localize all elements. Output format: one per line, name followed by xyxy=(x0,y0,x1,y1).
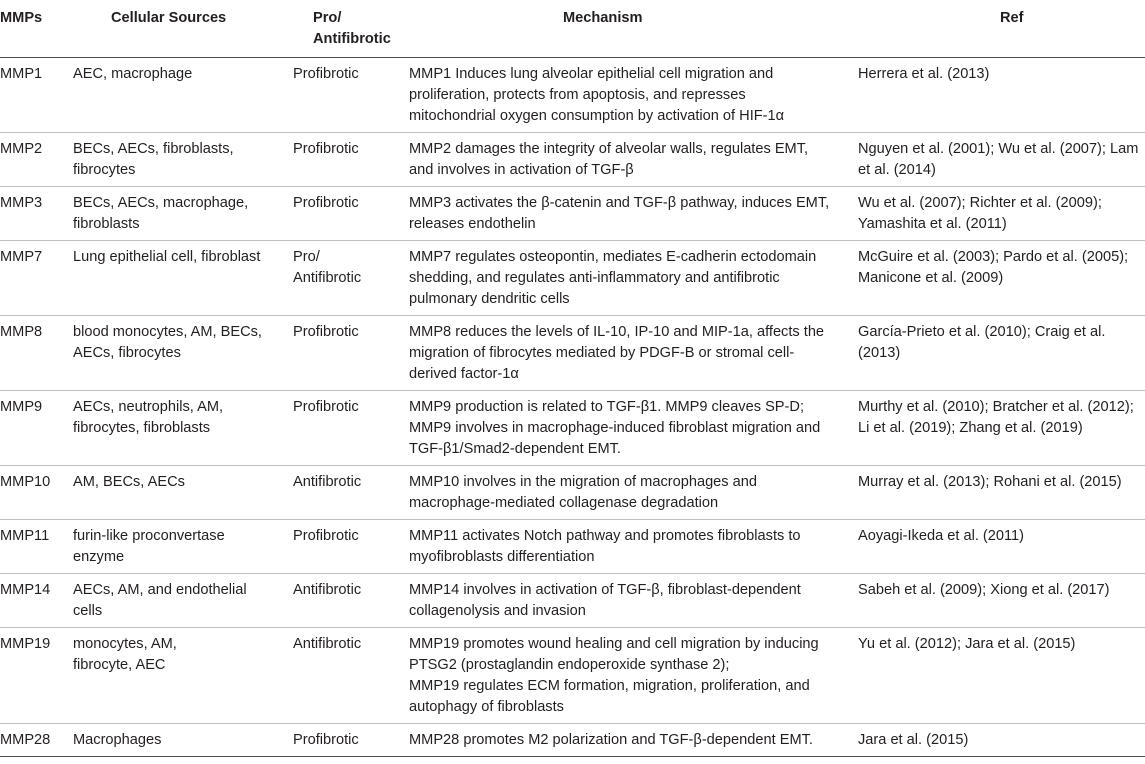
cell-cellular-sources xyxy=(73,627,293,723)
cell-mechanism-text: MMP19 promotes wound healing and cell migration by inducing PTSG2 (prostaglandin endoperoxide synthase 2); MMP19 regulates ECM formation, migration, proliferation, and autophagy of fibroblasts xyxy=(409,635,819,715)
cell-pro-antifibrotic xyxy=(293,240,409,315)
cell-ref xyxy=(858,315,1145,390)
cell-cellular-sources-text: AEC, macrophage xyxy=(73,65,193,82)
cell-mmp-text: MMP10 xyxy=(0,473,51,490)
cell-mmp-text: MMP14 xyxy=(0,581,51,598)
cell-ref-text: Jara et al. (2015) xyxy=(858,731,969,748)
cell-mmp-text: MMP9 xyxy=(0,398,43,415)
cell-mmp-text: MMP3 xyxy=(0,194,43,211)
cell-cellular-sources xyxy=(73,519,293,573)
table-row xyxy=(0,627,1145,723)
cell-mechanism-text: MMP3 activates the β-catenin and TGF-β pathway, induces EMT, releases endothelin xyxy=(409,194,830,232)
table-row xyxy=(0,57,1145,132)
cell-cellular-sources-text: furin-like proconvertase enzyme xyxy=(73,527,225,565)
cell-cellular-sources xyxy=(73,186,293,240)
cell-cellular-sources xyxy=(73,390,293,465)
cell-mmp-text: MMP28 xyxy=(0,731,51,748)
table-row xyxy=(0,519,1145,573)
cell-pro-antifibrotic-text: Profibrotic xyxy=(293,65,359,82)
cell-mmp xyxy=(0,627,73,723)
cell-cellular-sources xyxy=(73,240,293,315)
cell-pro-antifibrotic xyxy=(293,465,409,519)
cell-ref xyxy=(858,132,1145,186)
cell-pro-antifibrotic-text: Profibrotic xyxy=(293,194,359,211)
header-row xyxy=(0,0,1145,57)
cell-mechanism-text: MMP2 damages the integrity of alveolar walls, regulates EMT, and involves in activation of TGF-β xyxy=(409,140,809,178)
cell-pro-antifibrotic xyxy=(293,132,409,186)
cell-ref-text: Yu et al. (2012); Jara et al. (2015) xyxy=(858,635,1076,652)
cell-pro-antifibrotic xyxy=(293,519,409,573)
cell-ref-text: Nguyen et al. (2001); Wu et al. (2007); Lam et al. (2014) xyxy=(858,140,1139,178)
cell-cellular-sources-text: blood monocytes, AM, BECs, AECs, fibrocytes xyxy=(73,323,262,361)
cell-pro-antifibrotic xyxy=(293,390,409,465)
cell-mmp-text: MMP19 xyxy=(0,635,51,652)
cell-pro-antifibrotic xyxy=(293,627,409,723)
cell-mmp-text: MMP1 xyxy=(0,65,43,82)
cell-cellular-sources xyxy=(73,723,293,756)
table-row xyxy=(0,186,1145,240)
cell-mechanism xyxy=(409,519,858,573)
cell-cellular-sources-text: AM, BECs, AECs xyxy=(73,473,185,490)
table-row xyxy=(0,315,1145,390)
cell-pro-antifibrotic xyxy=(293,573,409,627)
cell-ref xyxy=(858,186,1145,240)
cell-mechanism-text: MMP11 activates Notch pathway and promotes fibroblasts to myofibroblasts differentiation xyxy=(409,527,801,565)
cell-mechanism xyxy=(409,390,858,465)
cell-ref xyxy=(858,240,1145,315)
table-row xyxy=(0,240,1145,315)
cell-pro-antifibrotic-text: Antifibrotic xyxy=(293,635,362,652)
cell-ref xyxy=(858,390,1145,465)
cell-mechanism-text: MMP8 reduces the levels of IL-10, IP-10 and MIP-1a, affects the migration of fibrocytes mediated by PDGF-B or stromal cell- derived factor-1α xyxy=(409,323,825,382)
cell-mechanism-text: MMP14 involves in activation of TGF-β, fibroblast-dependent collagenolysis and invasion xyxy=(409,581,801,619)
cell-cellular-sources-text: Lung epithelial cell, fibroblast xyxy=(73,248,261,265)
cell-mechanism-text: MMP28 promotes M2 polarization and TGF-β-dependent EMT. xyxy=(409,731,813,748)
cell-cellular-sources-text: BECs, AECs, macrophage, fibroblasts xyxy=(73,194,249,232)
cell-mechanism-text: MMP7 regulates osteopontin, mediates E-cadherin ectodomain shedding, and regulates anti-inflammatory and antifibrotic pulmonary dendritic cells xyxy=(409,248,817,307)
cell-ref-text: García-Prieto et al. (2010); Craig et al. (2013) xyxy=(858,323,1106,361)
cell-ref xyxy=(858,465,1145,519)
cell-mechanism-text: MMP9 production is related to TGF-β1. MMP9 cleaves SP-D; MMP9 involves in macrophage-induced fibroblast migration and TGF-β1/Smad2-dependent EMT. xyxy=(409,398,821,457)
header-mechanism: Mechanism xyxy=(409,0,858,57)
cell-mechanism xyxy=(409,132,858,186)
cell-mmp xyxy=(0,240,73,315)
cell-mmp-text: MMP8 xyxy=(0,323,43,340)
cell-ref xyxy=(858,57,1145,132)
cell-mechanism xyxy=(409,57,858,132)
cell-pro-antifibrotic-text: Profibrotic xyxy=(293,731,359,748)
cell-cellular-sources xyxy=(73,315,293,390)
table-row xyxy=(0,132,1145,186)
cell-pro-antifibrotic xyxy=(293,57,409,132)
cell-ref-text: Murray et al. (2013); Rohani et al. (2015) xyxy=(858,473,1122,490)
table-row xyxy=(0,723,1145,756)
cell-pro-antifibrotic-text: Profibrotic xyxy=(293,140,359,157)
cell-mmp xyxy=(0,519,73,573)
cell-cellular-sources-text: AECs, AM, and endothelial cells xyxy=(73,581,247,619)
cell-mmp xyxy=(0,315,73,390)
cell-ref-text: Murthy et al. (2010); Bratcher et al. (2012); Li et al. (2019); Zhang et al. (2019) xyxy=(858,398,1134,436)
table-row xyxy=(0,465,1145,519)
cell-cellular-sources xyxy=(73,57,293,132)
cell-pro-antifibrotic xyxy=(293,315,409,390)
cell-mmp xyxy=(0,390,73,465)
cell-mmp-text: MMP2 xyxy=(0,140,43,157)
cell-ref-text: Herrera et al. (2013) xyxy=(858,65,990,82)
cell-ref xyxy=(858,573,1145,627)
cell-mechanism xyxy=(409,573,858,627)
cell-mmp xyxy=(0,465,73,519)
cell-pro-antifibrotic-text: Antifibrotic xyxy=(293,581,362,598)
cell-mmp-text: MMP7 xyxy=(0,248,43,265)
cell-ref-text: Aoyagi-Ikeda et al. (2011) xyxy=(858,527,1025,544)
cell-mechanism-text: MMP10 involves in the migration of macrophages and macrophage-mediated collagenase degradation xyxy=(409,473,757,511)
header-mmps: MMPs xyxy=(0,0,73,57)
header-cellular-sources: Cellular Sources xyxy=(73,0,293,57)
cell-cellular-sources-text: Macrophages xyxy=(73,731,162,748)
table-header xyxy=(0,0,1145,57)
cell-ref xyxy=(858,519,1145,573)
cell-mechanism-text: MMP1 Induces lung alveolar epithelial cell migration and proliferation, protects from apoptosis, and represses mitochondrial oxygen consumption by activation of HIF-1α xyxy=(409,65,785,124)
cell-mechanism xyxy=(409,315,858,390)
cell-mechanism xyxy=(409,240,858,315)
cell-ref-text: Wu et al. (2007); Richter et al. (2009); Yamashita et al. (2011) xyxy=(858,194,1102,232)
cell-cellular-sources xyxy=(73,132,293,186)
cell-mmp xyxy=(0,57,73,132)
cell-pro-antifibrotic xyxy=(293,186,409,240)
cell-ref-text: Sabeh et al. (2009); Xiong et al. (2017) xyxy=(858,581,1110,598)
cell-pro-antifibrotic-text: Pro/ Antifibrotic xyxy=(293,248,362,286)
table-row xyxy=(0,573,1145,627)
cell-mechanism xyxy=(409,186,858,240)
cell-pro-antifibrotic-text: Profibrotic xyxy=(293,398,359,415)
cell-mechanism xyxy=(409,723,858,756)
cell-pro-antifibrotic-text: Profibrotic xyxy=(293,527,359,544)
cell-mmp xyxy=(0,723,73,756)
cell-mmp xyxy=(0,573,73,627)
cell-pro-antifibrotic xyxy=(293,723,409,756)
cell-cellular-sources-text: AECs, neutrophils, AM, fibrocytes, fibroblasts xyxy=(73,398,224,436)
table-row xyxy=(0,390,1145,465)
header-pro-antifibrotic: Pro/ Antifibrotic xyxy=(293,0,409,57)
cell-cellular-sources-text: monocytes, AM, fibrocyte, AEC xyxy=(73,635,177,673)
cell-mechanism xyxy=(409,627,858,723)
header-ref: Ref xyxy=(858,0,1145,57)
cell-mmp-text: MMP11 xyxy=(0,527,50,544)
cell-ref xyxy=(858,627,1145,723)
cell-mmp xyxy=(0,186,73,240)
table-body xyxy=(0,57,1145,756)
cell-ref xyxy=(858,723,1145,756)
cell-pro-antifibrotic-text: Antifibrotic xyxy=(293,473,362,490)
cell-mmp xyxy=(0,132,73,186)
cell-mechanism xyxy=(409,465,858,519)
cell-cellular-sources xyxy=(73,465,293,519)
cell-cellular-sources xyxy=(73,573,293,627)
cell-ref-text: McGuire et al. (2003); Pardo et al. (2005); Manicone et al. (2009) xyxy=(858,248,1129,286)
cell-pro-antifibrotic-text: Profibrotic xyxy=(293,323,359,340)
cell-cellular-sources-text: BECs, AECs, fibroblasts, fibrocytes xyxy=(73,140,234,178)
